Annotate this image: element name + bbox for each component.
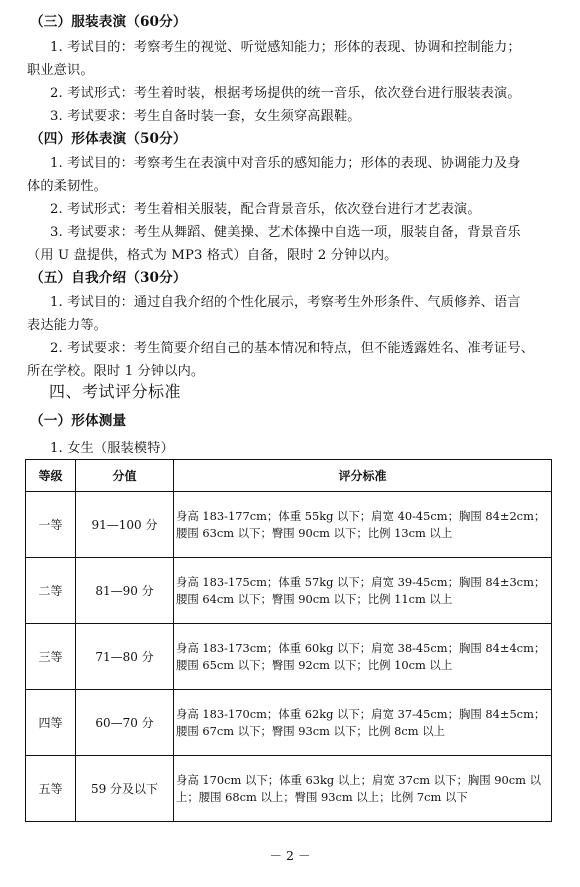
table-row: [26, 492, 552, 558]
header-standard: 评分标准: [174, 460, 552, 492]
paragraph-line: 体的柔韧性。: [27, 179, 108, 194]
grade-cell: 三等: [26, 624, 76, 690]
paragraph-line: 2. 考试形式：考生着时装，根据考场提供的统一音乐，依次登台进行服装表演。: [50, 86, 521, 101]
grade-cell: 一等: [26, 492, 76, 558]
score-cell: 81—90 分: [76, 558, 174, 624]
standard-cell: 身高 170cm 以下；体重 63kg 以上；肩宽 37cm 以下；胸围 90cm 以上；腰围 68cm 以上；臀围 93cm 以上；比例 7cm 以下: [174, 756, 552, 822]
paragraph-line: 1. 考试目的：考察考生的视觉、听觉感知能力；形体的表现、协调和控制能力；: [50, 40, 521, 55]
header-grade: 等级: [26, 460, 76, 492]
grade-cell: 二等: [26, 558, 76, 624]
scoring-table: [25, 459, 552, 822]
score-cell: 71—80 分: [76, 624, 174, 690]
table-header-row: [26, 460, 552, 492]
paragraph-line: 表达能力等。: [27, 318, 108, 333]
table-caption: 1. 女生（服装模特）: [50, 441, 174, 456]
score-cell: 59 分及以下: [76, 756, 174, 822]
score-cell: 91—100 分: [76, 492, 174, 558]
chapter-heading: 四、考试评分标准: [49, 382, 182, 401]
standard-cell: 身高 183-170cm；体重 62kg 以下；肩宽 37-45cm；胸围 84±5cm；腰围 67cm 以下；臀围 93cm 以下；比例 8cm 以上: [174, 690, 552, 756]
standard-cell: 身高 183-177cm；体重 55kg 以下；肩宽 40-45cm；胸围 84±2cm；腰围 63cm 以下；臀围 90cm 以下；比例 13cm 以上: [174, 492, 552, 558]
section-heading-body-performance: （四）形体表演（50分）: [30, 131, 187, 147]
paragraph-line: 职业意识。: [27, 63, 94, 78]
score-cell: 60—70 分: [76, 690, 174, 756]
paragraph-line: 2. 考试形式：考生着相关服装，配合背景音乐，依次登台进行才艺表演。: [50, 202, 481, 217]
standard-cell: 身高 183-175cm；体重 57kg 以下；肩宽 39-45cm；胸围 84±3cm；腰围 64cm 以下；臀围 90cm 以下；比例 11cm 以上: [174, 558, 552, 624]
section-heading-costume: （三）服装表演（60分）: [30, 14, 187, 30]
section-heading-self-intro: （五）自我介绍（30分）: [30, 270, 187, 286]
paragraph-line: （用 U 盘提供，格式为 MP3 格式）自备，限时 2 分钟以内。: [27, 248, 398, 263]
page-number: － 2 －: [269, 848, 311, 863]
table-row: [26, 624, 552, 690]
grade-cell: 五等: [26, 756, 76, 822]
paragraph-line: 2. 考试要求：考生简要介绍自己的基本情况和特点，但不能透露姓名、准考证号、: [50, 341, 535, 356]
table-row: [26, 756, 552, 822]
standard-cell: 身高 183-173cm；体重 60kg 以下；肩宽 38-45cm；胸围 84±4cm；腰围 65cm 以下；臀围 92cm 以下；比例 10cm 以上: [174, 624, 552, 690]
sub-heading: （一）形体测量: [30, 413, 127, 429]
paragraph-line: 3. 考试要求：考生从舞蹈、健美操、艺术体操中自选一项，服装自备，背景音乐: [50, 225, 521, 240]
header-score: 分值: [76, 460, 174, 492]
grade-cell: 四等: [26, 690, 76, 756]
table-row: [26, 690, 552, 756]
paragraph-line: 3. 考试要求：考生自备时装一套，女生须穿高跟鞋。: [50, 109, 361, 124]
paragraph-line: 所在学校。限时 1 分钟以内。: [27, 364, 205, 379]
paragraph-line: 1. 考试目的：通过自我介绍的个性化展示，考察考生外形条件、气质修养、语言: [50, 295, 521, 310]
table-row: [26, 558, 552, 624]
paragraph-line: 1. 考试目的：考察考生在表演中对音乐的感知能力；形体的表现、协调能力及身: [50, 156, 521, 171]
